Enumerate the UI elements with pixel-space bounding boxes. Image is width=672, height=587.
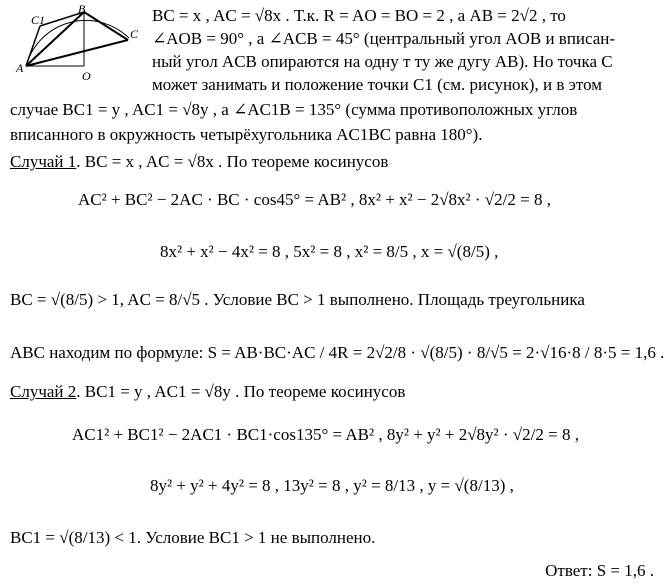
line-5: случае BC1 = y , AC1 = √8y , а ∠AC1B = 135° (сумма противоположных углов — [10, 100, 578, 119]
equation-1: AC² + BC² − 2AC · BC · cos45° = AB² , 8x² + x² − 2√8x² · √2/2 = 8 , — [78, 190, 551, 209]
circle-diagram — [4, 4, 144, 84]
case1-title: Случай 1 — [10, 152, 77, 171]
label-c1: C1 — [31, 13, 46, 27]
line-3: ный угол ACB опираются на одну т ту же дугу AB). Но точка C — [152, 52, 613, 71]
line-4: может занимать и положение точки C1 (см. рисунок), и в этом — [152, 75, 603, 94]
equation-4: ABC находим по формуле: S = AB·BC·AC / 4R = 2√2/8 · √(8/5) · 8/√5 = 2·√16·8 / 8·5 = 1,6 . — [10, 343, 665, 362]
line-1: BC = x , AC = √8x . Т.к. R = AO = BO = 2 , а AB = 2√2 , то — [152, 6, 566, 25]
case1-heading — [10, 152, 388, 172]
line-2: ∠AOB = 90° , а ∠ACB = 45° (центральный угол AOB и вписан- — [152, 29, 616, 48]
case2-text: . BC1 = y , AC1 = √8y . По теореме косинусов — [76, 382, 406, 401]
equation-5: AC1² + BC1² − 2AC1 · BC1·cos135° = AB² , 8y² + y² + 2√8y² · √2/2 = 8 , — [72, 425, 579, 444]
equation-7: BC1 = √(8/13) < 1. Условие BC1 > 1 не выполнено. — [10, 528, 376, 547]
equation-3: BC = √(8/5) > 1, AC = 8/√5 . Условие BC > 1 выполнено. Площадь треугольника — [10, 290, 585, 309]
case2-heading — [10, 382, 405, 402]
label-c: C — [130, 27, 139, 41]
label-o: O — [82, 69, 91, 83]
line-6: вписанного в окружность четырёхугольника AC1BC равна 180°). — [10, 125, 483, 144]
equation-2: 8x² + x² − 4x² = 8 , 5x² = 8 , x² = 8/5 , x = √(8/5) , — [160, 242, 499, 261]
equation-6: 8y² + y² + 4y² = 8 , 13y² = 8 , y² = 8/13 , y = √(8/13) , — [150, 476, 514, 495]
label-a: A — [16, 61, 24, 75]
answer: Ответ: S = 1,6 . — [545, 561, 654, 580]
case2-title: Случай 2 — [10, 382, 77, 401]
case1-text: . BC = x , AC = √8x . По теореме косинусов — [76, 152, 389, 171]
label-b: B — [78, 4, 86, 16]
